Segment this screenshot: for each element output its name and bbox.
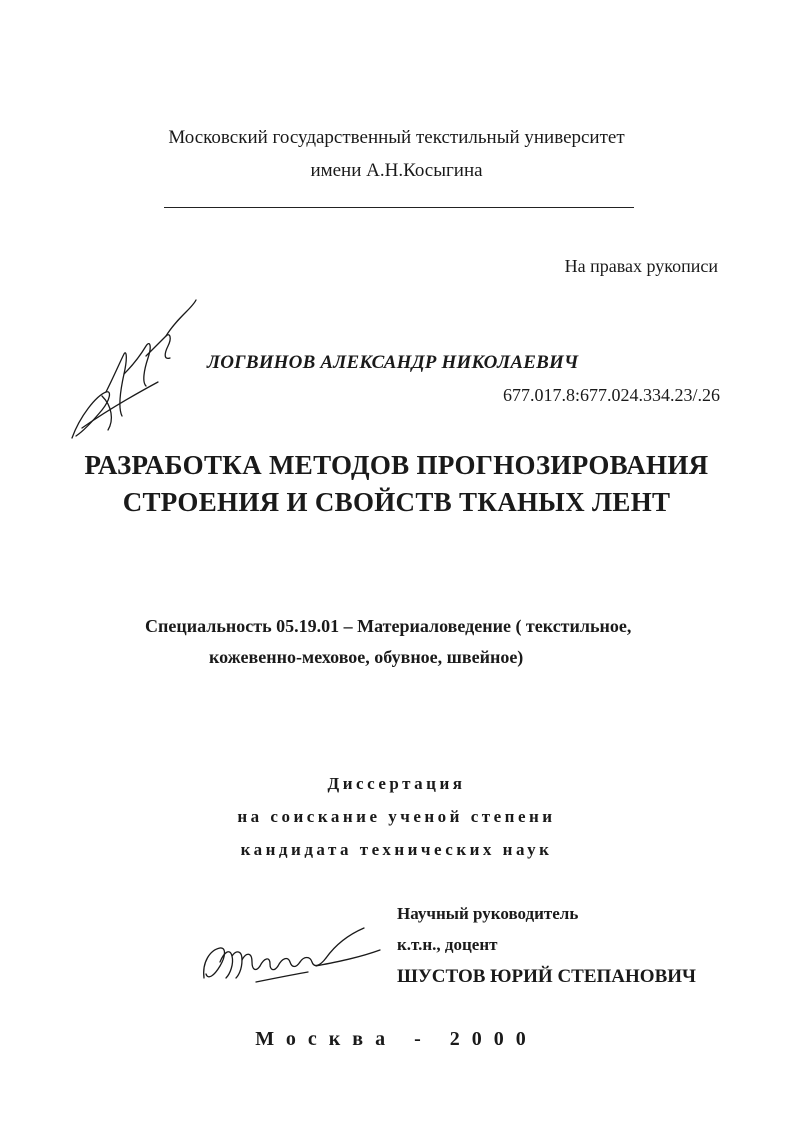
author-signature-drawing (62, 296, 202, 446)
thesis-title-line1: РАЗРАБОТКА МЕТОДОВ ПРОГНОЗИРОВАНИЯ (84, 450, 709, 480)
university-named-after: имени А.Н.Косыгина (310, 160, 483, 181)
university-name: Московский государственный текстильный университет (168, 127, 625, 148)
dissertation-label: Диссертация (327, 774, 466, 793)
author-signature (62, 296, 202, 446)
thesis-title-line2: СТРОЕНИЯ И СВОЙСТВ ТКАНЫХ ЛЕНТ (122, 487, 671, 517)
specialty-line1: Специальность 05.19.01 – Материаловедение ( текстильное, (145, 616, 632, 636)
author-name: ЛОГВИНОВ АЛЕКСАНДР НИКОЛАЕВИЧ (207, 352, 579, 373)
dissertation-field-line: кандидата технических наук (240, 840, 553, 859)
dissertation-degree-line: на соискание ученой степени (237, 807, 556, 826)
udc-code: 677.017.8:677.024.334.23/.26 (502, 385, 720, 405)
supervisor-name: ШУСТОВ ЮРИЙ СТЕПАНОВИЧ (397, 966, 696, 987)
header-divider (164, 207, 634, 208)
supervisor-signature-drawing (196, 922, 386, 992)
supervisor-degree: к.т.н., доцент (397, 935, 498, 954)
specialty-line2: кожевенно-меховое, обувное, швейное) (209, 647, 524, 667)
city-year: Москва - 2000 (255, 1028, 538, 1050)
rights-note: На правах рукописи (564, 256, 718, 276)
supervisor-signature (196, 922, 386, 992)
supervisor-label: Научный руководитель (397, 904, 579, 923)
